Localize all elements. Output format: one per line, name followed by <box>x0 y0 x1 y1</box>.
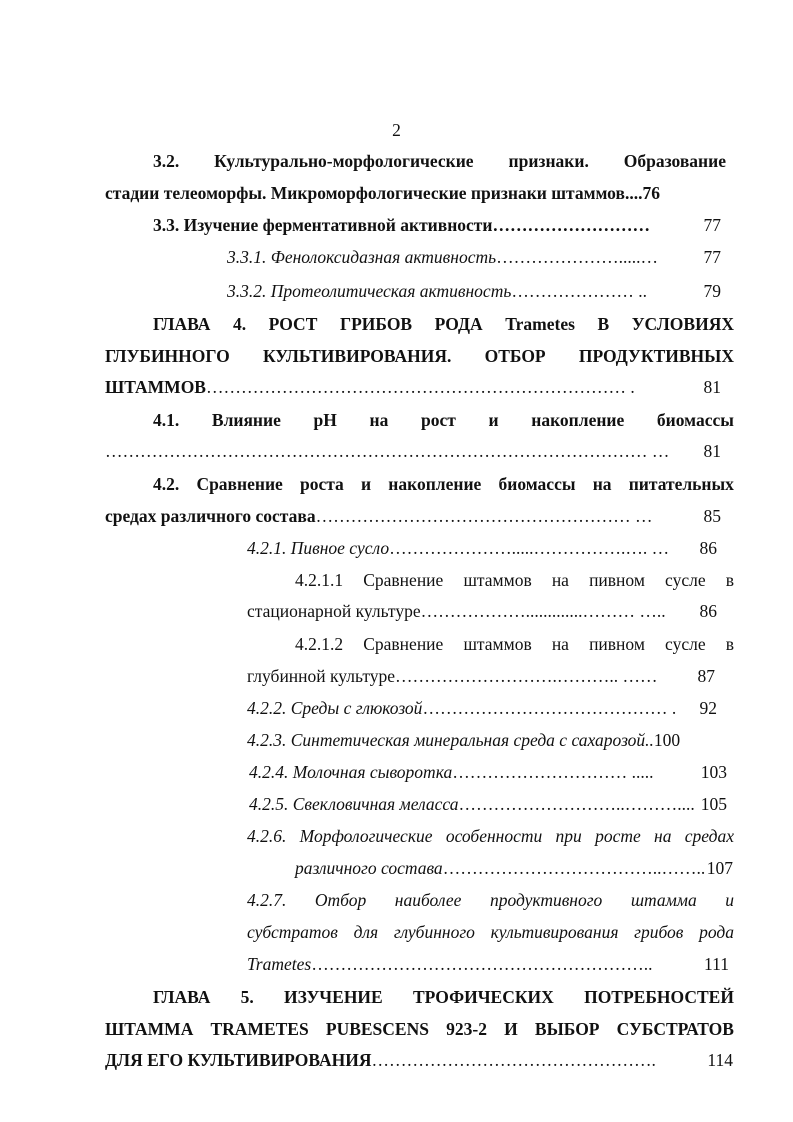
chapter-4-heading-line2: ГЛУБИННОГО КУЛЬТИВИРОВАНИЯ. ОТБОР ПРОДУКТИВНЫХ <box>105 346 734 366</box>
toc-entry-4-2-3: 4.2.3. Синтетическая минеральная среда с сахарозой.. 100 <box>247 730 681 750</box>
toc-entry-4-2-line1: 4.2. Сравнение роста и накопление биомассы на питательных <box>153 474 734 494</box>
page-ref: 111 <box>704 954 729 974</box>
toc-entry-4-2-line2: средах различного состава ……………………………………………… … 85 <box>105 506 721 526</box>
page-ref: 85 <box>703 506 721 526</box>
page-ref: 81 <box>703 377 721 397</box>
page-ref: 86 <box>699 538 717 558</box>
toc-entry-3-3-1: 3.3.1. Фенолоксидазная активность ………………….....… 77 <box>227 247 721 267</box>
page-ref: 107 <box>706 858 733 878</box>
page-ref: 114 <box>707 1050 733 1070</box>
chapter-4-heading-line1: ГЛАВА 4. РОСТ ГРИБОВ РОДА Trametes В УСЛОВИЯХ <box>153 314 734 334</box>
toc-entry-4-2-6-line2: различного состава ………………………………..…….. 107 <box>295 858 733 878</box>
page-ref: 86 <box>699 601 717 621</box>
toc-entry-4-2-1-1-line1: 4.2.1.1 Сравнение штаммов на пивном сусле в <box>295 570 734 590</box>
toc-entry-4-2-1-2-line1: 4.2.1.2 Сравнение штаммов на пивном сусле в <box>295 634 734 654</box>
toc-entry-4-1-line1: 4.1. Влияние pH на рост и накопление биомассы <box>153 410 734 430</box>
page-ref: 81 <box>703 441 721 461</box>
toc-entry-4-2-5: 4.2.5. Свекловичная меласса ………………………..……….... 105 <box>249 794 727 814</box>
page-ref: 105 <box>700 794 727 814</box>
page-number: 2 <box>392 120 401 140</box>
toc-entry-4-2-1-1-line2: стационарной культуре ……………….............……… ….. 86 <box>247 601 717 621</box>
page-ref: 87 <box>697 666 715 686</box>
chapter-5-heading-line1: ГЛАВА 5. ИЗУЧЕНИЕ ТРОФИЧЕСКИХ ПОТРЕБНОСТЕЙ <box>153 987 734 1007</box>
toc-entry-4-1-line2: ………………………………………………………………………………… … 81 <box>105 441 721 461</box>
toc-entry-3-2-line2: стадии телеоморфы. Микроморфологические признаки штаммов .... 76 <box>105 183 660 203</box>
toc-entry-4-2-1-2-line2: глубинной культуре ……………………….……….. …… 87 <box>247 666 715 686</box>
toc-entry-3-2-line1: 3.2. Культурально-морфологические признаки. Образование <box>153 151 726 171</box>
page-ref: 77 <box>703 215 721 235</box>
toc-entry-4-2-7-line3: Trametes ………………………………………………….. 111 <box>247 954 729 974</box>
page-ref: 79 <box>703 281 721 301</box>
toc-entry-3-3-2: 3.3.2. Протеолитическая активность ………………… .. 79 <box>227 281 721 301</box>
toc-entry-3-3: 3.3. Изучение ферментативной активности ……………………… 77 <box>153 215 721 235</box>
toc-entry-4-2-4: 4.2.4. Молочная сыворотка ………………………… ..... 103 <box>249 762 727 782</box>
page-ref: 77 <box>703 247 721 267</box>
toc-entry-4-2-2: 4.2.2. Среды с глюкозой …………………………………… . 92 <box>247 698 717 718</box>
page-ref: 103 <box>700 762 727 782</box>
toc-entry-4-2-1: 4.2.1. Пивное сусло ………………….....…………….…. … 86 <box>247 538 717 558</box>
toc-entry-4-2-7-line2: субстратов для глубинного культивирования грибов рода <box>247 922 734 942</box>
page-ref: 92 <box>699 698 717 718</box>
chapter-5-heading-line2: ШТАММА TRAMETES PUBESCENS 923-2 И ВЫБОР СУБСТРАТОВ <box>105 1019 734 1039</box>
page-ref: 76 <box>642 183 660 203</box>
chapter-5-heading-line3: ДЛЯ ЕГО КУЛЬТИВИРОВАНИЯ …………………………………………. 114 <box>105 1050 733 1070</box>
toc-entry-4-2-6-line1: 4.2.6. Морфологические особенности при росте на средах <box>247 826 734 846</box>
toc-entry-4-2-7-line1: 4.2.7. Отбор наиболее продуктивного штамма и <box>247 890 734 910</box>
chapter-4-heading-line3: ШТАММОВ ……………………………………………………………… . 81 <box>105 377 721 397</box>
page-ref: 100 <box>653 730 681 750</box>
